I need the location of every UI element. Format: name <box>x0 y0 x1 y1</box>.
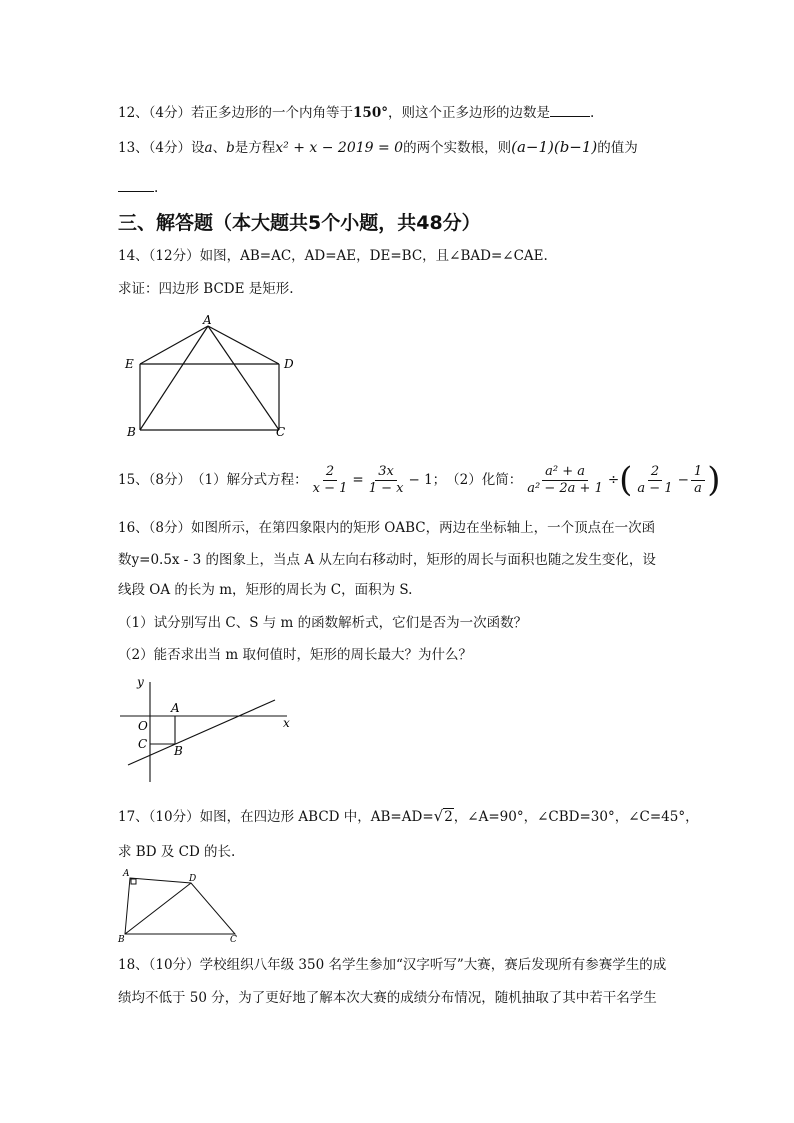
right-paren: ) <box>707 460 721 500</box>
label-c: C <box>138 737 148 751</box>
label-b: B <box>118 935 125 945</box>
label-a: A <box>203 313 212 327</box>
fraction: $\frac{2}{a - 1}$ <box>637 463 673 496</box>
label-d: D <box>284 357 294 371</box>
label-e: E <box>125 357 134 371</box>
q13-var-b: b <box>226 140 235 156</box>
q14-figure <box>115 312 300 440</box>
question-14-line2: 求证：四边形 BCDE 是矩形. <box>118 281 294 297</box>
label-c: C <box>276 425 286 439</box>
question-16-line2: 数y=0.5x - 3 的图象上，当点 A 从左向右移动时，矩形的周长与面积也随之发生变化，设 <box>118 552 656 568</box>
left-paren: ( <box>619 460 633 500</box>
question-16-sub2: （2）能否求出当 m 取何值时，矩形的周长最大？为什么？ <box>118 647 472 663</box>
label-b: B <box>174 744 183 758</box>
label-d: D <box>189 874 197 884</box>
fraction: $\frac{\text{a² + a}}{\text{a² − 2a + 1}}$ <box>527 463 603 496</box>
q12-suffix: ，则这个正多边形的边数是 <box>387 105 550 121</box>
q15-prefix: 15、（8分） <box>118 472 192 488</box>
label-c: C <box>230 935 237 945</box>
question-16-sub1: （1）试分别写出 C、S 与 m 的函数解析式，它们是否为一次函数？ <box>118 615 528 631</box>
question-16-line3: 线段 OA 的长为 m，矩形的周长为 C，面积为 S. <box>118 582 413 598</box>
sqrt-symbol: √ <box>433 807 444 825</box>
q17-suffix: ，∠A=90°，∠CBD=30°，∠C=45°， <box>453 809 699 825</box>
question-14-line1: 14、（12分）如图，AB=AC，AD=AE，DE=BC，且∠BAD=∠CAE. <box>118 248 548 264</box>
q13-mid: 是方程 <box>234 140 276 156</box>
q17-prefix: 17、（10分）如图，在四边形 ABCD 中，AB=AD= <box>118 809 434 825</box>
section-title: 三、解答题（本大题共5个小题，共48分） <box>118 212 481 234</box>
q13-prefix: 13、（4分）设 <box>118 140 205 156</box>
question-15: 15、（8分） （1）解分式方程： $\frac{2}{x - 1}$ = $\frac{3x}{1 - x}$ − 1 ； （2）化简： $\frac{\text{a² + a}}{\text{a² − 2a + 1}}$ ÷ ( $\frac{2}{a - 1}$ − $\frac{1}{a}$ ) <box>118 460 721 500</box>
label-y: y <box>137 675 144 689</box>
q13-answer-line <box>118 177 158 198</box>
q13-suffix: 的值为 <box>597 140 638 156</box>
label-b: B <box>127 425 136 439</box>
answer-blank <box>550 102 590 117</box>
q13-equation: x² + x − 2019 = 0 <box>275 140 404 156</box>
q17-figure <box>115 866 245 946</box>
q13-end: . <box>154 180 159 196</box>
fraction: $\frac{2}{x - 1}$ <box>312 463 348 496</box>
q12-angle: 150° <box>353 105 388 121</box>
question-16-line1: 16、（8分）如图所示，在第四象限内的矩形 OABC，两边在坐标轴上，一个顶点在一次函 <box>118 520 656 536</box>
answer-blank <box>118 177 154 192</box>
question-18-line2: 绩均不低于 50 分，为了更好地了解本次大赛的成绩分布情况，随机抽取了其中若干名学生 <box>118 990 657 1006</box>
fraction: $\frac{3x}{1 - x}$ <box>368 463 404 496</box>
q13-expression: (a−1)(b−1) <box>511 138 598 156</box>
q15-part2: （2）化简： <box>446 472 523 488</box>
sqrt-radicand: 2 <box>444 809 453 825</box>
q12-end: . <box>589 105 595 121</box>
question-12 <box>118 102 594 123</box>
fraction: $\frac{1}{a}$ <box>691 464 705 497</box>
q12-prefix: 12、（4分）若正多边形的一个内角等于 <box>118 105 354 121</box>
question-18-line1: 18、（10分）学校组织八年级 350 名学生参加“汉字听写”大赛，赛后发现所有参赛学生的成 <box>118 957 667 973</box>
label-a: A <box>171 701 180 715</box>
label-x: x <box>283 716 290 730</box>
question-17-line2: 求 BD 及 CD 的长. <box>118 844 236 860</box>
q13-var-a: a <box>204 140 213 156</box>
question-17 <box>118 806 699 827</box>
q13-mid2: 的两个实数根，则 <box>403 140 512 156</box>
q15-part1: （1）解分式方程： <box>191 472 308 488</box>
q13-sep: 、 <box>212 140 227 156</box>
q16-figure <box>115 672 300 784</box>
label-a: A <box>123 869 130 879</box>
label-o: O <box>138 719 148 733</box>
question-13 <box>118 137 638 158</box>
